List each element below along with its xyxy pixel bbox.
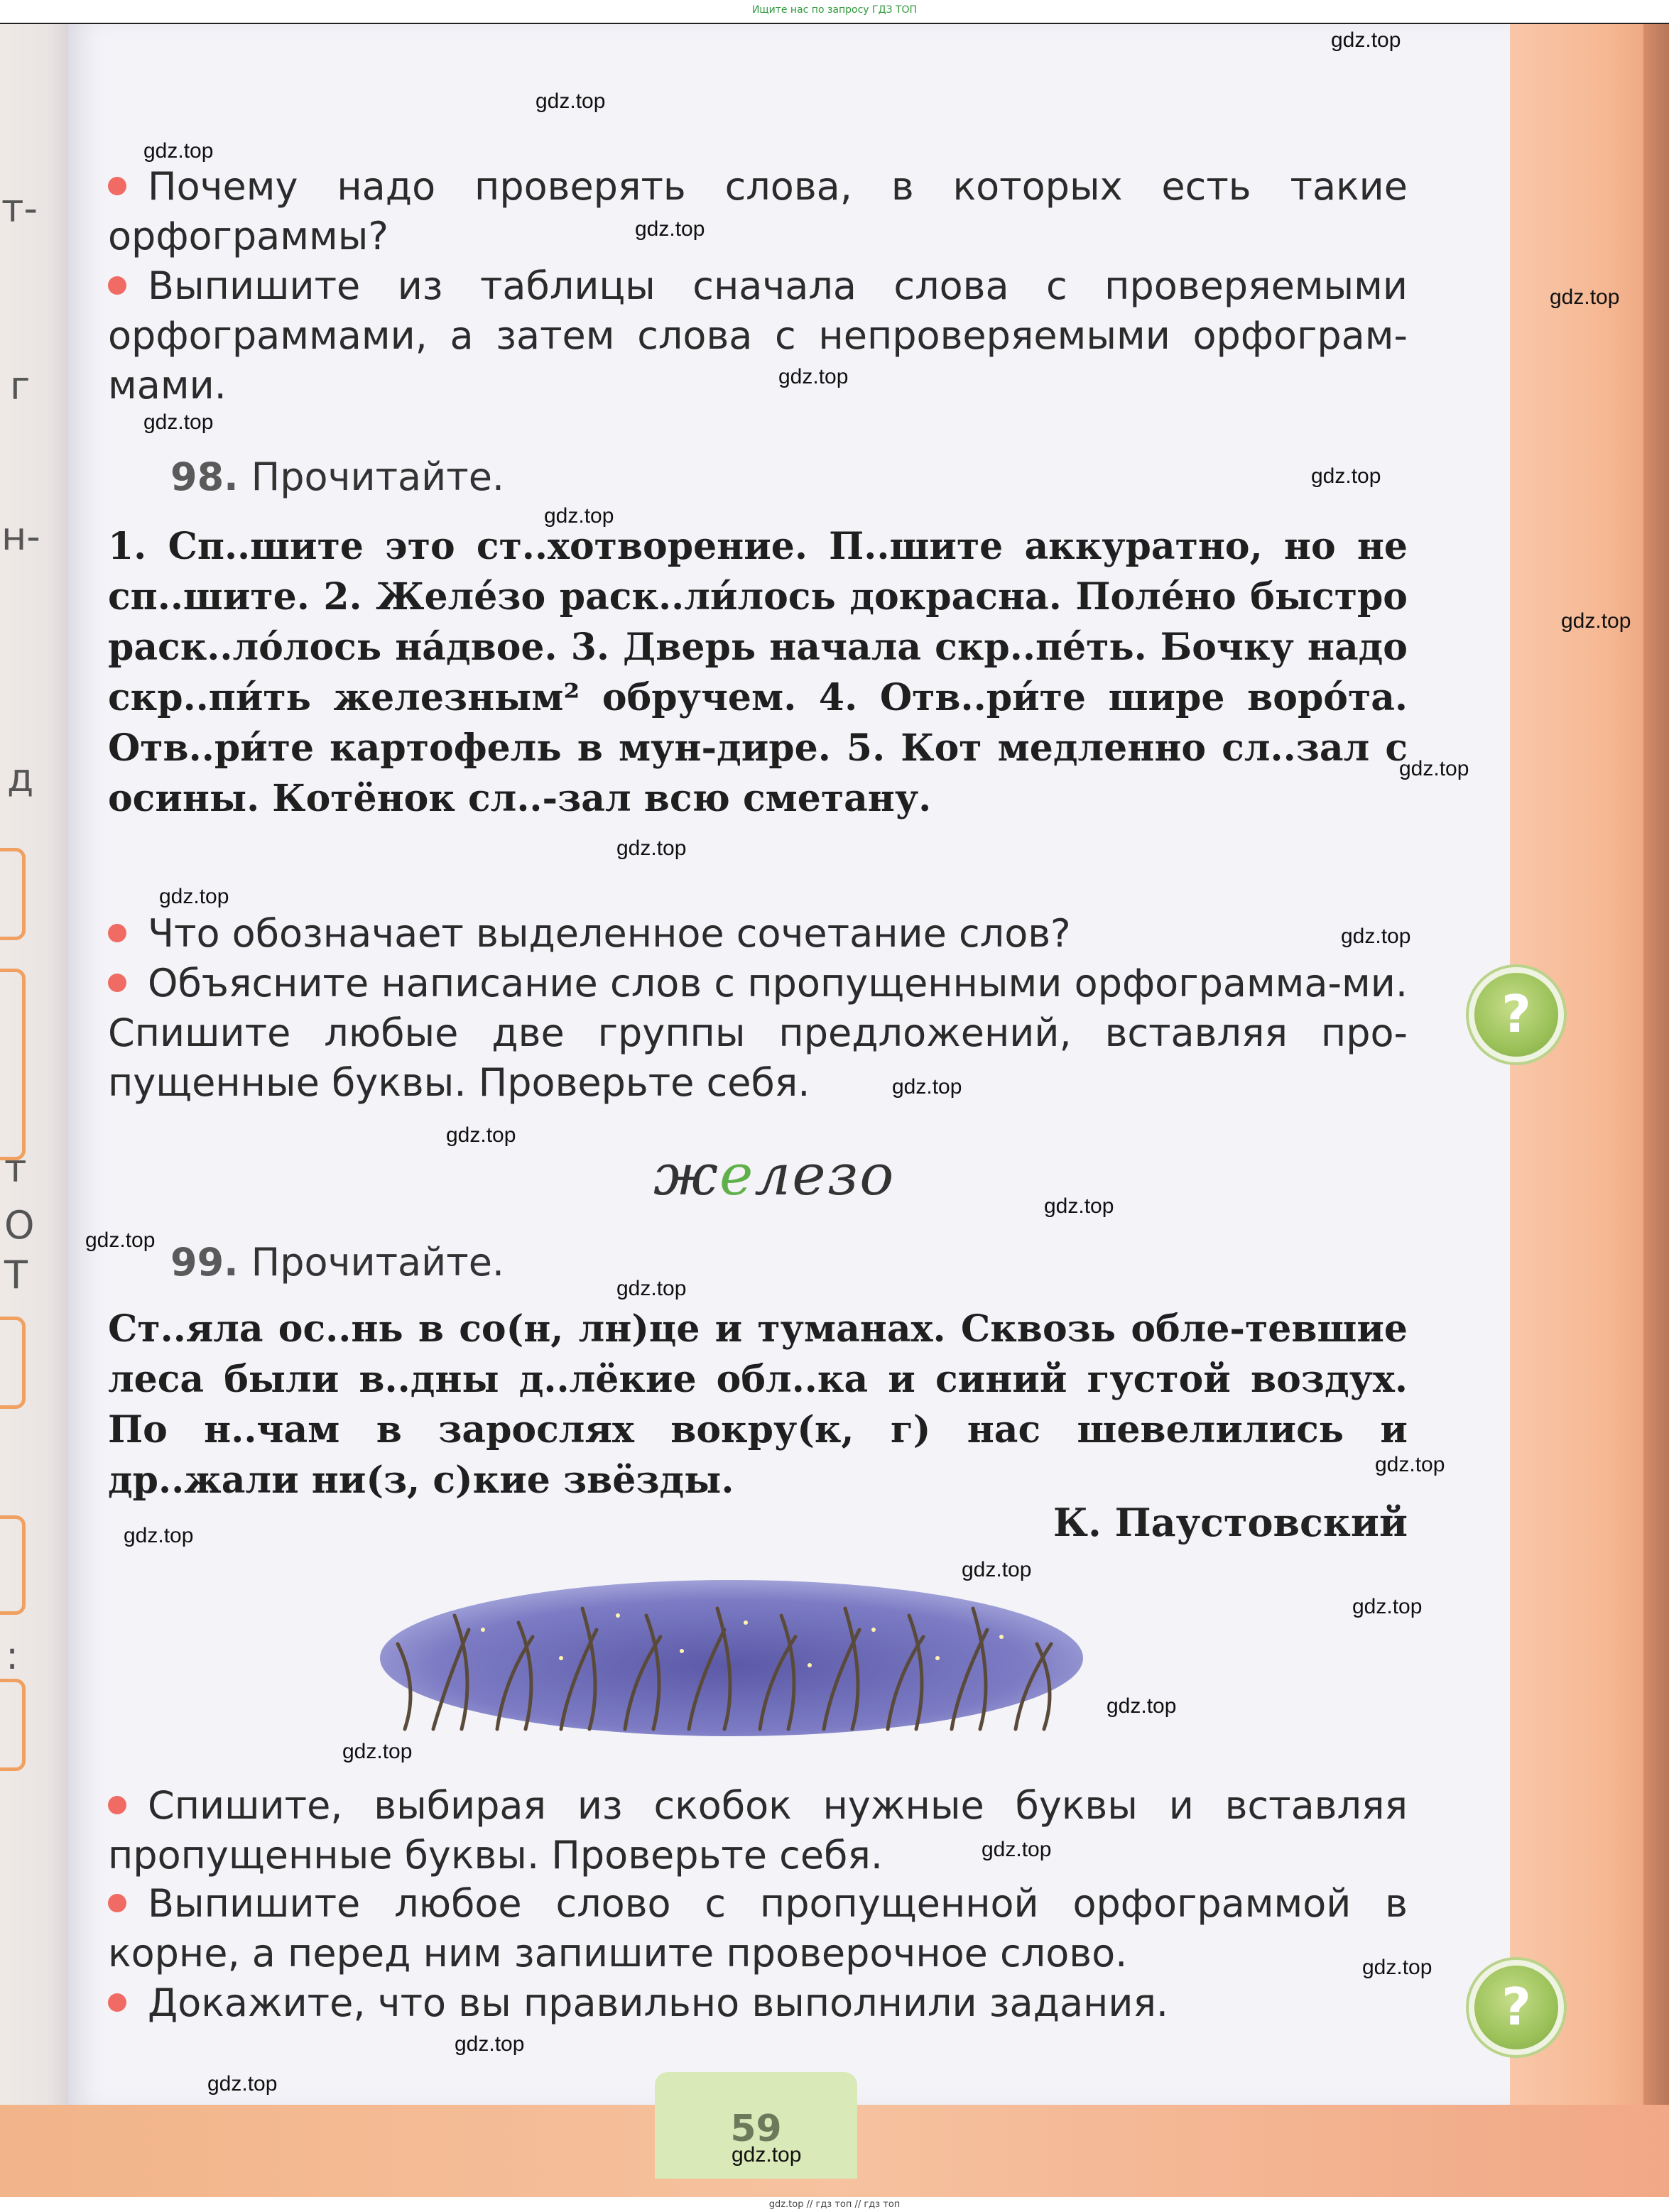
watermark: gdz.top <box>544 504 614 528</box>
left-fragment: Т <box>4 1253 28 1297</box>
exercise-98-text: 1. Сп..шите это ст..хотворение. П..шите аккуратно, но не сп..шите. 2. Желе́зо раск..ли́лось докрасна. Поле́но быстро раск..ло́лось на́двое. 3. Дверь начала скр..пе́ть. Бочку надо скр..пи́ть железным² обручем. 4. Отв..ри́те шире воро́та. Отв..ри́те картофель в мун-дире. 5. Кот медленно сл..зал с осины. Котёнок сл..-зал всю сметану. <box>108 525 1408 820</box>
footer-text: gdz.top // гдз топ // гдз топ <box>768 2199 901 2210</box>
left-page-frame <box>0 969 26 1160</box>
bullet-icon <box>108 1894 126 1912</box>
watermark: gdz.top <box>446 1123 516 1147</box>
help-icon: ? <box>1469 1960 1564 2055</box>
bullet-icon <box>108 974 126 992</box>
left-fragment: О <box>4 1203 35 1248</box>
watermark: gdz.top <box>892 1075 962 1099</box>
left-fragment: т- <box>1 186 38 231</box>
watermark: gdz.top <box>342 1740 413 1763</box>
watermark: gdz.top <box>207 2072 278 2096</box>
exercise-99-text: Ст..яла ос..нь в со(н, лн)це и туманах. Сквозь обле-тевшие леса были в..дны д..лёкие обл..ка и синий густой воздух. По н..чам в зарослях вокру(к, г) нас шевелились и др..жали ни(з, с)кие звёзды. <box>108 1307 1408 1502</box>
watermark: gdz.top <box>1107 1694 1177 1718</box>
question-item: Объясните написание слов с пропущенными орфограмма-ми. Спишите любые две группы предложений, вставляя про-пущенные буквы. Проверьте себя. <box>108 961 1408 1105</box>
bullet-icon <box>108 276 126 295</box>
page-margin <box>1510 24 1669 2176</box>
left-fragment: т <box>4 1146 27 1191</box>
footer <box>0 2197 1669 2212</box>
watermark: gdz.top <box>635 217 705 241</box>
watermark: gdz.top <box>1561 609 1631 633</box>
watermark: gdz.top <box>1311 464 1381 488</box>
question-item: Докажите, что вы правильно выполнили задания. <box>108 1978 1408 2028</box>
left-fragment: : <box>6 1633 19 1678</box>
watermark: gdz.top <box>536 89 606 113</box>
watermark: gdz.top <box>455 2032 525 2056</box>
watermark: gdz.top <box>732 2143 802 2167</box>
exercise-number: 99. <box>170 1240 239 1285</box>
watermark: gdz.top <box>85 1228 156 1252</box>
watermark: gdz.top <box>616 1277 687 1300</box>
watermark: gdz.top <box>124 1524 194 1547</box>
search-banner-text: Ищите нас по запросу ГДЗ ТОП <box>751 4 918 16</box>
left-page-frame <box>0 1317 26 1409</box>
left-page-frame <box>0 1679 26 1771</box>
left-fragment: д <box>7 756 34 800</box>
bullet-icon <box>108 924 126 942</box>
grass-illustration <box>376 1566 1087 1743</box>
watermark: gdz.top <box>159 885 229 908</box>
left-page-frame <box>0 848 26 940</box>
question-item: Почему надо проверять слова, в которых есть такие орфограммы? <box>108 164 1408 258</box>
watermark: gdz.top <box>1331 28 1401 52</box>
question-item: Спишите, выбирая из скобок нужные буквы и вставляя пропущенные буквы. Проверьте себя. <box>108 1783 1408 1878</box>
bullet-icon <box>108 1993 126 2012</box>
previous-page-edge <box>0 24 71 2176</box>
left-fragment: г <box>10 364 31 408</box>
question-item: Что обозначает выделенное сочетание слов? <box>108 909 1408 959</box>
exercise-99-title <box>170 1240 504 1285</box>
left-fragment: н- <box>1 514 40 559</box>
watermark: gdz.top <box>778 365 849 388</box>
watermark: gdz.top <box>982 1838 1052 1861</box>
exercise-98-title <box>170 454 504 499</box>
bullet-icon <box>108 1796 126 1814</box>
watermark: gdz.top <box>962 1558 1032 1581</box>
watermark: gdz.top <box>143 139 214 163</box>
question-item: Выпишите из таблицы сначала слова с проверяемыми орфограммами, а затем слова с непроверяемыми орфограм-мами. <box>108 263 1408 408</box>
watermark: gdz.top <box>1399 757 1469 780</box>
author-name: К. Паустовский <box>1053 1500 1408 1545</box>
watermark: gdz.top <box>1352 1595 1423 1618</box>
watermark: gdz.top <box>1550 285 1620 309</box>
question-item: Выпишите любое слово с пропущенной орфограммой в корне, а перед ним запишите проверочное слово. <box>108 1881 1408 1976</box>
help-icon: ? <box>1469 967 1564 1062</box>
bullet-icon <box>108 177 126 195</box>
exercise-instruction: Прочитайте. <box>251 454 505 499</box>
watermark: gdz.top <box>1375 1453 1445 1476</box>
book-edge <box>1643 24 1669 2176</box>
left-page-frame <box>0 1515 26 1615</box>
exercise-number: 98. <box>170 454 239 499</box>
watermark: gdz.top <box>143 410 214 434</box>
page-number: 59 <box>730 2108 782 2150</box>
search-banner <box>0 0 1669 24</box>
vocabulary-word: железо <box>653 1142 896 1208</box>
watermark: gdz.top <box>1341 925 1411 948</box>
watermark: gdz.top <box>1044 1194 1114 1218</box>
watermark: gdz.top <box>616 837 687 860</box>
watermark: gdz.top <box>1362 1956 1432 1979</box>
exercise-instruction: Прочитайте. <box>251 1240 505 1285</box>
